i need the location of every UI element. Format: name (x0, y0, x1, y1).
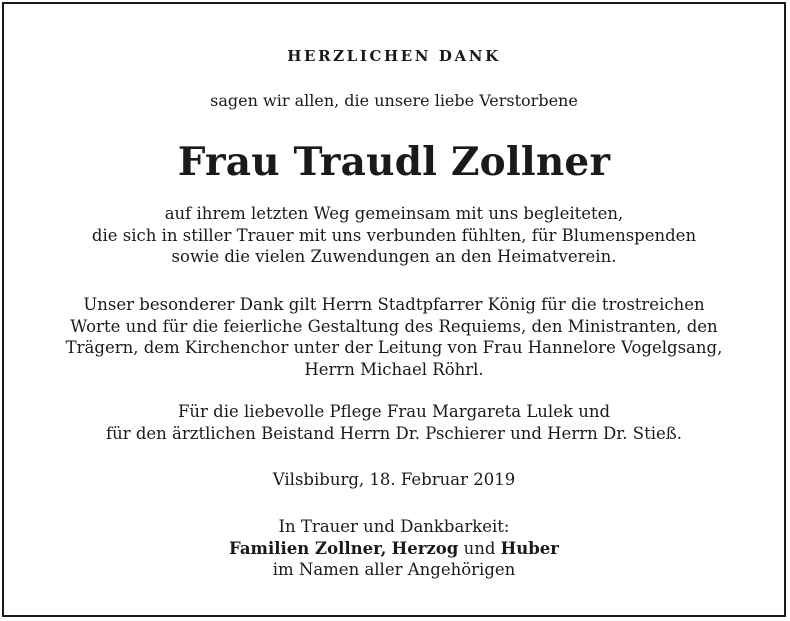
paragraph-line: Für die liebevolle Pflege Frau Margareta Lulek und (177, 402, 611, 421)
paragraph-line: für den ärztlichen Beistand Herrn Dr. Pschierer und Herrn Dr. Stieß. (105, 423, 683, 443)
paragraph-line: sowie die vielen Zuwendungen an den Heimatverein. (171, 247, 617, 267)
relatives-line: im Namen aller Angehörigen (272, 560, 516, 580)
paragraph-line: die sich in stiller Trauer mit uns verbunden fühlten, für Blumenspenden (91, 225, 697, 245)
place-and-date: Vilsbiburg, 18. Februar 2019 (272, 470, 516, 489)
paragraph-line: Herrn Michael Röhrl. (304, 359, 484, 379)
deceased-name: Frau Traudl Zollner (177, 139, 611, 185)
mourning-line: In Trauer und Dankbarkeit: (278, 517, 510, 536)
paragraph-line: Unser besonderer Dank gilt Herrn Stadtpfarrer König für die trostreichen (83, 295, 705, 314)
obituary-thank-you-notice (2, 2, 786, 617)
family-zollner: Familien Zollner, (229, 538, 387, 558)
family-herzog: Herzog (391, 538, 459, 558)
paragraph-condolences (4, 203, 784, 268)
intro-line: sagen wir allen, die unsere liebe Verstorbene (210, 91, 578, 110)
closing-block (4, 516, 784, 581)
families-line (4, 538, 784, 560)
paragraph-special-thanks (4, 294, 784, 380)
paragraph-line: Worte und für die feierliche Gestaltung des Requiems, den Ministranten, den (70, 316, 718, 336)
paragraph-line: auf ihrem letzten Weg gemeinsam mit uns begleiteten, (164, 204, 624, 223)
paragraph-line: Trägern, dem Kirchenchor unter der Leitung von Frau Hannelore Vogelgsang, (65, 338, 723, 358)
family-huber: Huber (500, 538, 559, 558)
paragraph-care-thanks (4, 401, 784, 444)
families-connector: und (463, 538, 496, 558)
notice-heading: HERZLICHEN DANK (287, 47, 501, 65)
